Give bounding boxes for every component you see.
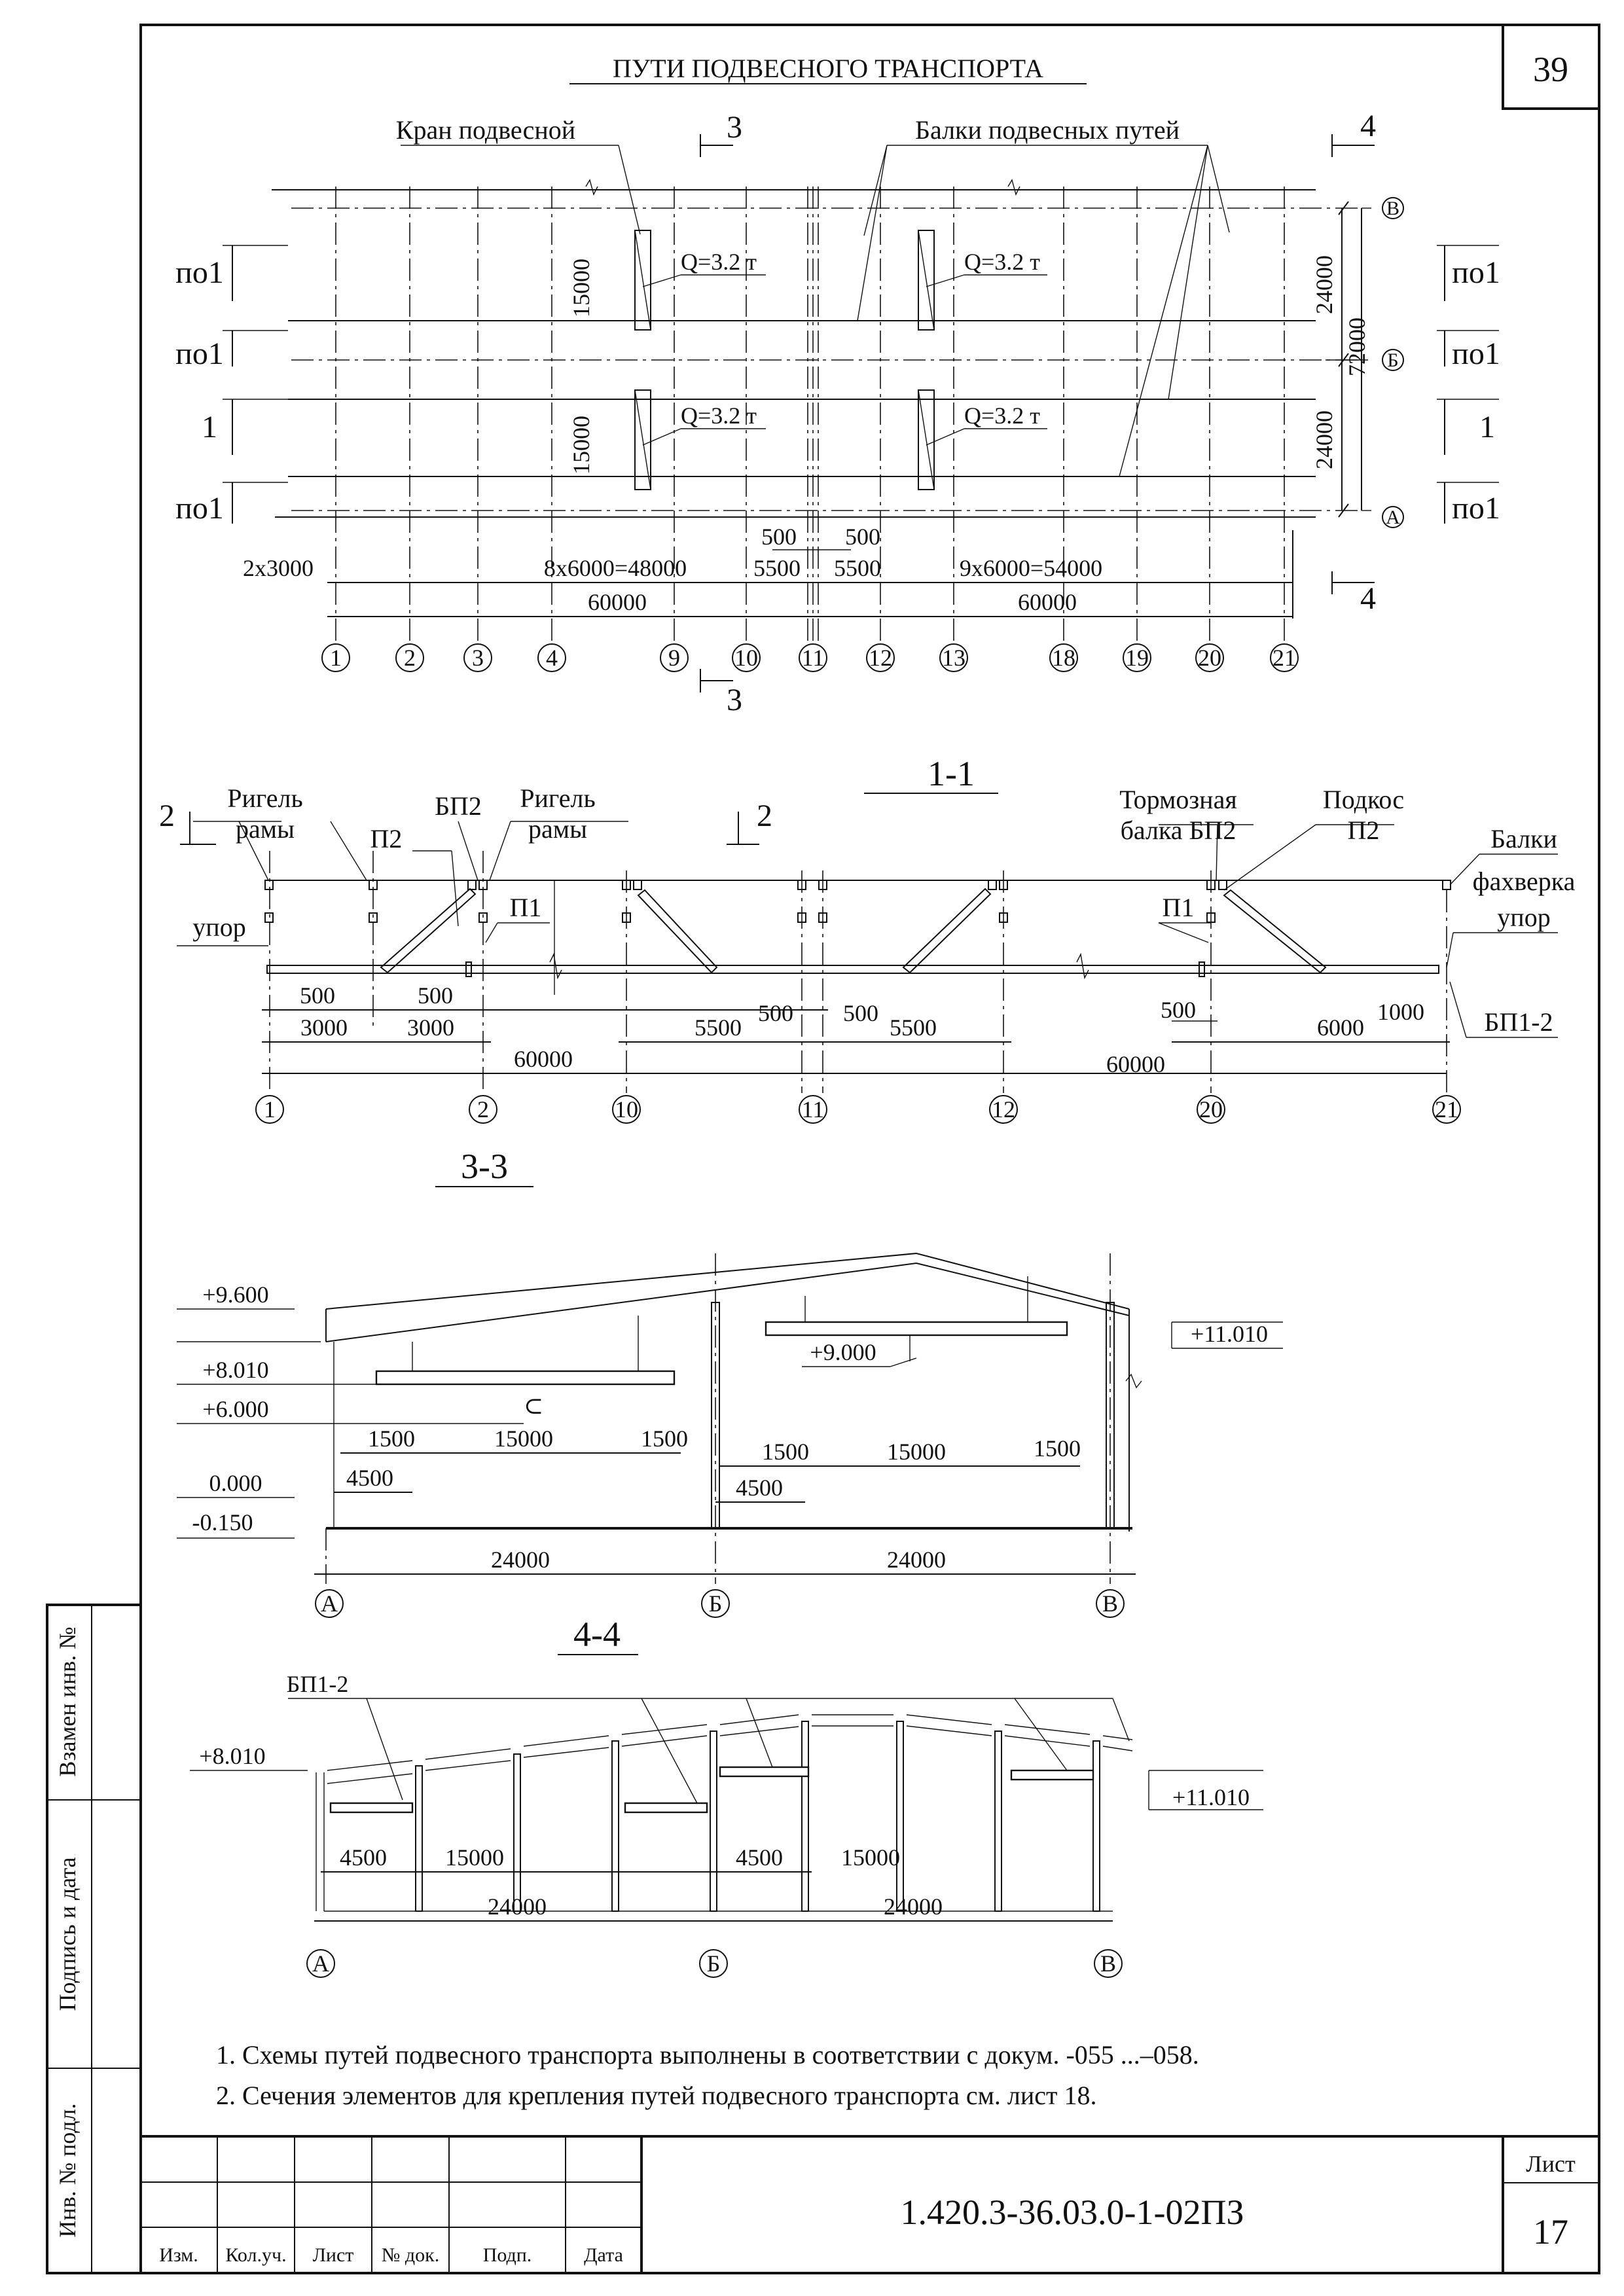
plan-axis-num-12: 12 bbox=[869, 645, 892, 671]
s11-p1-left: П1 bbox=[509, 893, 542, 922]
plan-capacity-3: Q=3.2 т bbox=[681, 403, 757, 429]
plan-axis-num-13: 13 bbox=[942, 645, 965, 671]
s11-dim-3000b: 3000 bbox=[407, 1014, 454, 1041]
s11-dim-500b: 500 bbox=[418, 982, 453, 1009]
plan-section-4-bottom: 4 bbox=[1360, 581, 1376, 616]
plan-view bbox=[223, 134, 1499, 692]
tb-ndok: № док. bbox=[381, 2244, 440, 2266]
sheet-frame bbox=[141, 25, 1599, 2273]
plan-dim-60000a: 60000 bbox=[588, 589, 647, 615]
s33-dim-l4500: 4500 bbox=[346, 1465, 393, 1491]
plan-section-4-top: 4 bbox=[1360, 109, 1376, 143]
s33-hook-1: ⊂ bbox=[524, 1393, 544, 1419]
plan-axis-num-4: 4 bbox=[546, 645, 558, 671]
section-3-3 bbox=[177, 1187, 1283, 1584]
s44-axis-V: В bbox=[1100, 1950, 1117, 1977]
plan-axis-num-21: 21 bbox=[1272, 645, 1296, 671]
plan-axis-V: В bbox=[1386, 198, 1400, 219]
plan-section-3-bottom: 3 bbox=[727, 683, 742, 717]
s44-title: 4-4 bbox=[573, 1615, 621, 1654]
title-block bbox=[141, 2136, 1599, 2273]
s11-balki1: Балки bbox=[1490, 824, 1557, 853]
s33-level-11010: +11.010 bbox=[1191, 1321, 1268, 1347]
plan-axis-num-9: 9 bbox=[668, 645, 680, 671]
plan-axis-A: А bbox=[1386, 507, 1400, 528]
sheet-title: ПУТИ ПОДВЕСНОГО ТРАНСПОРТА bbox=[612, 54, 1044, 83]
s11-title: 1-1 bbox=[928, 754, 975, 793]
s33-dim-l1500b: 1500 bbox=[641, 1426, 688, 1452]
s44-dim-r4500: 4500 bbox=[736, 1844, 783, 1871]
plan-axis-num-20: 20 bbox=[1198, 645, 1221, 671]
s11-rama2: рамы bbox=[528, 814, 587, 844]
s11-p1-right: П1 bbox=[1162, 893, 1195, 922]
plan-left-mark-2: по1 bbox=[175, 336, 224, 371]
s44-dim-l15000: 15000 bbox=[445, 1844, 504, 1871]
plan-axis-num-18: 18 bbox=[1052, 645, 1075, 671]
s44-dim-24000b: 24000 bbox=[884, 1893, 943, 1920]
s11-mark-right: 2 bbox=[757, 798, 772, 833]
plan-span-2: 15000 bbox=[568, 416, 594, 475]
s44-bp12: БП1-2 bbox=[286, 1671, 349, 1697]
s11-axis-20: 20 bbox=[1199, 1096, 1223, 1122]
tb-kolich: Кол.уч. bbox=[225, 2244, 287, 2266]
s44-level-8010: +8.010 bbox=[199, 1743, 266, 1769]
s11-mark-left: 2 bbox=[159, 798, 175, 833]
s33-dim-l15000: 15000 bbox=[494, 1426, 553, 1452]
s44-level-11010: +11.010 bbox=[1172, 1784, 1250, 1810]
s33-title: 3-3 bbox=[461, 1147, 508, 1186]
s33-level-9600: +9.600 bbox=[202, 1282, 269, 1308]
plan-dim-500a: 500 bbox=[761, 524, 797, 550]
s11-axis-10: 10 bbox=[615, 1096, 638, 1122]
s44-axis-B: Б bbox=[706, 1950, 721, 1977]
s33-dim-l1500a: 1500 bbox=[368, 1426, 415, 1452]
s11-bp12: БП1-2 bbox=[1484, 1007, 1553, 1037]
plan-total: 72000 bbox=[1344, 317, 1370, 376]
sheet-number: 17 bbox=[1533, 2212, 1568, 2251]
note-2: 2. Сечения элементов для крепления путей подвесного транспорта см. лист 18. bbox=[216, 2081, 1097, 2110]
plan-axis-num-2: 2 bbox=[404, 645, 416, 671]
s11-dim-60000a: 60000 bbox=[514, 1046, 573, 1072]
plan-section-3-top: 3 bbox=[727, 110, 742, 145]
s33-level-8010: +8.010 bbox=[202, 1357, 269, 1383]
s11-dim-5500b: 5500 bbox=[890, 1014, 937, 1041]
plan-left-mark-1: по1 bbox=[175, 255, 224, 290]
plan-dim-9x6000: 9х6000=54000 bbox=[959, 555, 1103, 581]
s44-dim-l4500: 4500 bbox=[340, 1844, 387, 1871]
s11-dim-6000: 6000 bbox=[1317, 1014, 1364, 1041]
s11-axis-12: 12 bbox=[992, 1096, 1015, 1122]
plan-right-mark-3: 1 bbox=[1479, 410, 1495, 444]
s33-level-m0150: -0.150 bbox=[192, 1509, 253, 1535]
s33-dim-r4500: 4500 bbox=[736, 1475, 783, 1501]
s11-tormoz1: Тормозная bbox=[1119, 785, 1237, 814]
s33-dim-24000b: 24000 bbox=[887, 1547, 946, 1573]
plan-dim-8x6000: 8х6000=48000 bbox=[543, 555, 687, 581]
s33-axis-A: А bbox=[321, 1590, 338, 1617]
s11-axis-11: 11 bbox=[801, 1096, 825, 1122]
plan-right-mark-1: по1 bbox=[1452, 255, 1500, 290]
s33-dim-r1500b: 1500 bbox=[1034, 1435, 1081, 1462]
s44-dim-24000a: 24000 bbox=[488, 1893, 547, 1920]
tb-izm: Изм. bbox=[159, 2244, 198, 2266]
s44-dim-r15000: 15000 bbox=[841, 1844, 900, 1871]
plan-left-mark-3: 1 bbox=[202, 410, 217, 444]
s11-axis-2: 2 bbox=[477, 1096, 489, 1122]
plan-dim-2x3000: 2х3000 bbox=[243, 555, 314, 581]
s11-rama1: рамы bbox=[236, 814, 295, 844]
s11-axis-1: 1 bbox=[264, 1096, 276, 1122]
s33-axis-B: Б bbox=[708, 1590, 723, 1617]
s33-axis-V: В bbox=[1102, 1590, 1119, 1617]
s33-level-0000: 0.000 bbox=[209, 1470, 262, 1496]
s33-level-6000: +6.000 bbox=[202, 1396, 269, 1422]
s11-bp2: БП2 bbox=[435, 791, 482, 821]
s11-axis-bubbles bbox=[256, 1096, 1460, 1123]
s11-rigel1: Ригель bbox=[227, 783, 303, 813]
plan-crane-label: Кран подвесной bbox=[395, 115, 576, 145]
stamp-podpis: Подпись и дата bbox=[54, 1857, 81, 2011]
s11-tormoz2: балка БП2 bbox=[1120, 816, 1236, 845]
plan-axis-num-19: 19 bbox=[1125, 645, 1149, 671]
plan-right-mark-2: по1 bbox=[1452, 336, 1500, 371]
s11-p2: П2 bbox=[370, 824, 403, 853]
note-1: 1. Схемы путей подвесного транспорта выполнены в соответствии с докум. -055 ...–058. bbox=[216, 2040, 1199, 2070]
tb-podp: Подп. bbox=[482, 2244, 532, 2266]
s11-axis-21: 21 bbox=[1435, 1096, 1458, 1122]
plan-beams-label: Балки подвесных путей bbox=[915, 115, 1180, 145]
s11-dim-5500a: 5500 bbox=[695, 1014, 742, 1041]
plan-dim-5500a: 5500 bbox=[753, 555, 801, 581]
plan-dim-500b: 500 bbox=[845, 524, 880, 550]
s33-level-9000: +9.000 bbox=[810, 1339, 876, 1365]
section-4-4 bbox=[190, 1655, 1263, 1921]
s11-rigel2: Ригель bbox=[520, 783, 596, 813]
plan-dim-5500b: 5500 bbox=[834, 555, 881, 581]
s33-dim-24000a: 24000 bbox=[491, 1547, 550, 1573]
plan-span-1: 15000 bbox=[568, 259, 594, 317]
s11-dim-500a: 500 bbox=[300, 982, 335, 1009]
plan-dim-60000b: 60000 bbox=[1018, 589, 1077, 615]
s11-balki3: упор bbox=[1497, 903, 1551, 932]
s11-podkos1: Подкос bbox=[1322, 785, 1405, 814]
stamp-inv: Инв. № подл. bbox=[54, 2103, 81, 2238]
s11-upor-left: упор bbox=[192, 912, 246, 942]
s11-dim-500e: 500 bbox=[1161, 997, 1196, 1023]
plan-capacity-2: Q=3.2 т bbox=[964, 249, 1041, 275]
s33-dim-r15000: 15000 bbox=[887, 1439, 946, 1465]
plan-axis-num-11: 11 bbox=[801, 645, 825, 671]
top-sheet-number: 39 bbox=[1533, 50, 1568, 89]
stamp-vzamen: Взамен инв. № bbox=[54, 1626, 81, 1777]
plan-left-mark-4: по1 bbox=[175, 491, 224, 526]
plan-axis-num-1: 1 bbox=[330, 645, 342, 671]
s11-dim-3000a: 3000 bbox=[300, 1014, 348, 1041]
sheet-label: Лист bbox=[1526, 2151, 1576, 2177]
s11-dim-60000b: 60000 bbox=[1106, 1051, 1165, 1077]
plan-capacity-1: Q=3.2 т bbox=[681, 249, 757, 275]
s11-dim-500c: 500 bbox=[758, 1000, 793, 1026]
plan-capacity-4: Q=3.2 т bbox=[964, 403, 1041, 429]
s11-balki2: фахверка bbox=[1472, 867, 1576, 896]
tb-list: Лист bbox=[312, 2244, 354, 2266]
plan-right-2: 24000 bbox=[1311, 410, 1337, 469]
s11-dim-1000: 1000 bbox=[1377, 999, 1424, 1025]
doc-code: 1.420.3-36.03.0-1-02ПЗ bbox=[900, 2193, 1244, 2232]
plan-right-1: 24000 bbox=[1311, 255, 1337, 314]
s11-podkos2: П2 bbox=[1347, 816, 1380, 845]
s33-dim-r1500a: 1500 bbox=[762, 1439, 809, 1465]
plan-axis-B: Б bbox=[1387, 350, 1399, 371]
plan-right-mark-4: по1 bbox=[1452, 491, 1500, 526]
tb-data: Дата bbox=[584, 2244, 623, 2266]
plan-axis-num-10: 10 bbox=[734, 645, 758, 671]
s11-dim-500d: 500 bbox=[843, 1000, 878, 1026]
plan-axis-num-3: 3 bbox=[472, 645, 484, 671]
s44-axis-A: А bbox=[312, 1950, 329, 1977]
